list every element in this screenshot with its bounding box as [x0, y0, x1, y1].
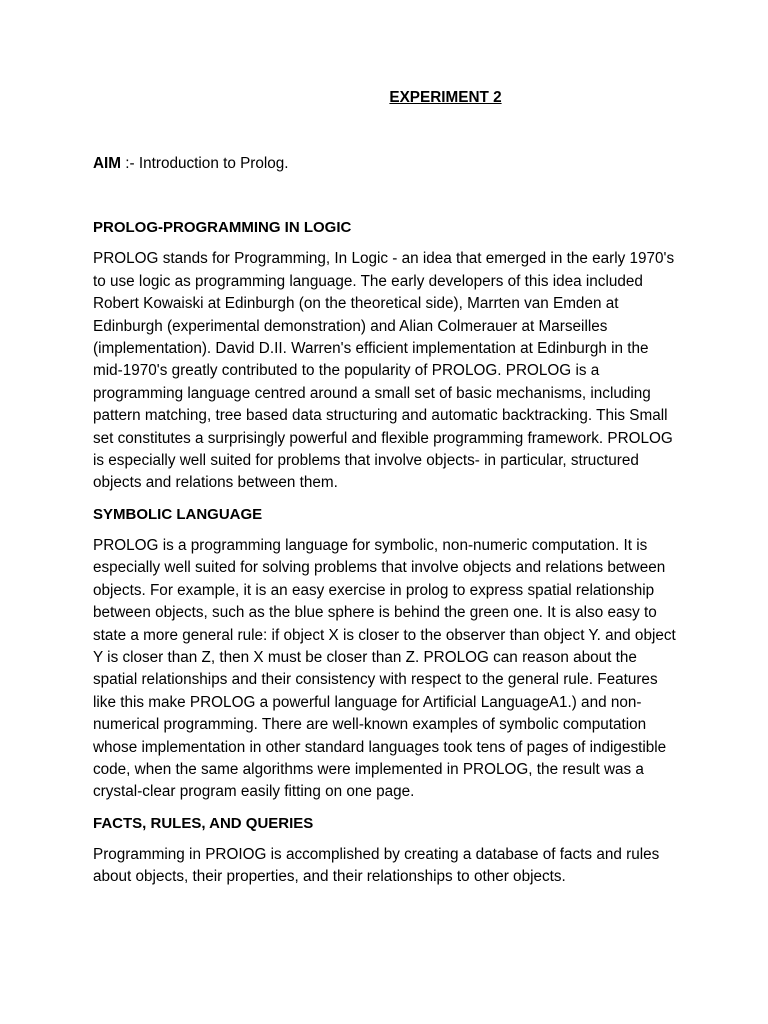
aim-line: [93, 153, 678, 175]
section-heading-prolog-programming: PROLOG-PROGRAMMING IN LOGIC: [93, 219, 352, 237]
aim-text: :- Introduction to Prolog.: [121, 155, 289, 172]
section-body-facts-rules-queries: Programming in PROIOG is accomplished by creating a database of facts and rules about objects, their properties, and their relationships to other objects.: [93, 845, 660, 886]
section-heading-symbolic-language: SYMBOLIC LANGUAGE: [93, 505, 263, 523]
aim-label: AIM: [93, 155, 122, 172]
section-body-symbolic-language: PROLOG is a programming language for symbolic, non-numeric computation. It is especially well suited for solving problems that involve objects and relations between objects. For example, it is an easy exercise in prolog to express spatial relationship between objects, such as the blue sphere is behind the green one. It is also easy to state a more general rule: if object X is closer to the observer than object Y. and object Y is closer than Z, then X must be closer than Z. PROLOG can reason about the spatial relationships and their consistency with respect to the general rule. Features like this make PROLOG a powerful language for Artificial LanguageA1.) and non- numerical programming. There are well-known examples of symbolic computation whose implementation in other standard languages took tens of pages of indigestible code, when the same algorithms were implemented in PROLOG, the result was a crystal-clear program easily fitting on one page.: [93, 536, 676, 801]
document-content: [93, 86, 678, 889]
section-body-prolog-programming: PROLOG stands for Programming, In Logic - an idea that emerged in the early 1970's to use logic as programming language. The early developers of this idea included Robert Kowaiski at Edinburgh (on the theoretical side), Marrten van Emden at Edinburgh (experimental demonstration) and Alian Colmerauer at Marseilles (implementation). David D.II. Warren's efficient implementation at Edinburgh in the mid-1970's greatly contributed to the popularity of PROLOG. PROLOG is a programming language centred around a small set of basic mechanisms, including pattern matching, tree based data structuring and automatic backtracking. This Small set constitutes a surprisingly powerful and flexible programming framework. PROLOG is especially well suited for problems that involve objects- in particular, structured objects and relations between them.: [93, 250, 675, 492]
document-title: EXPERIMENT 2: [389, 89, 502, 106]
section-heading-facts-rules-queries: FACTS, RULES, AND QUERIES: [93, 814, 314, 832]
